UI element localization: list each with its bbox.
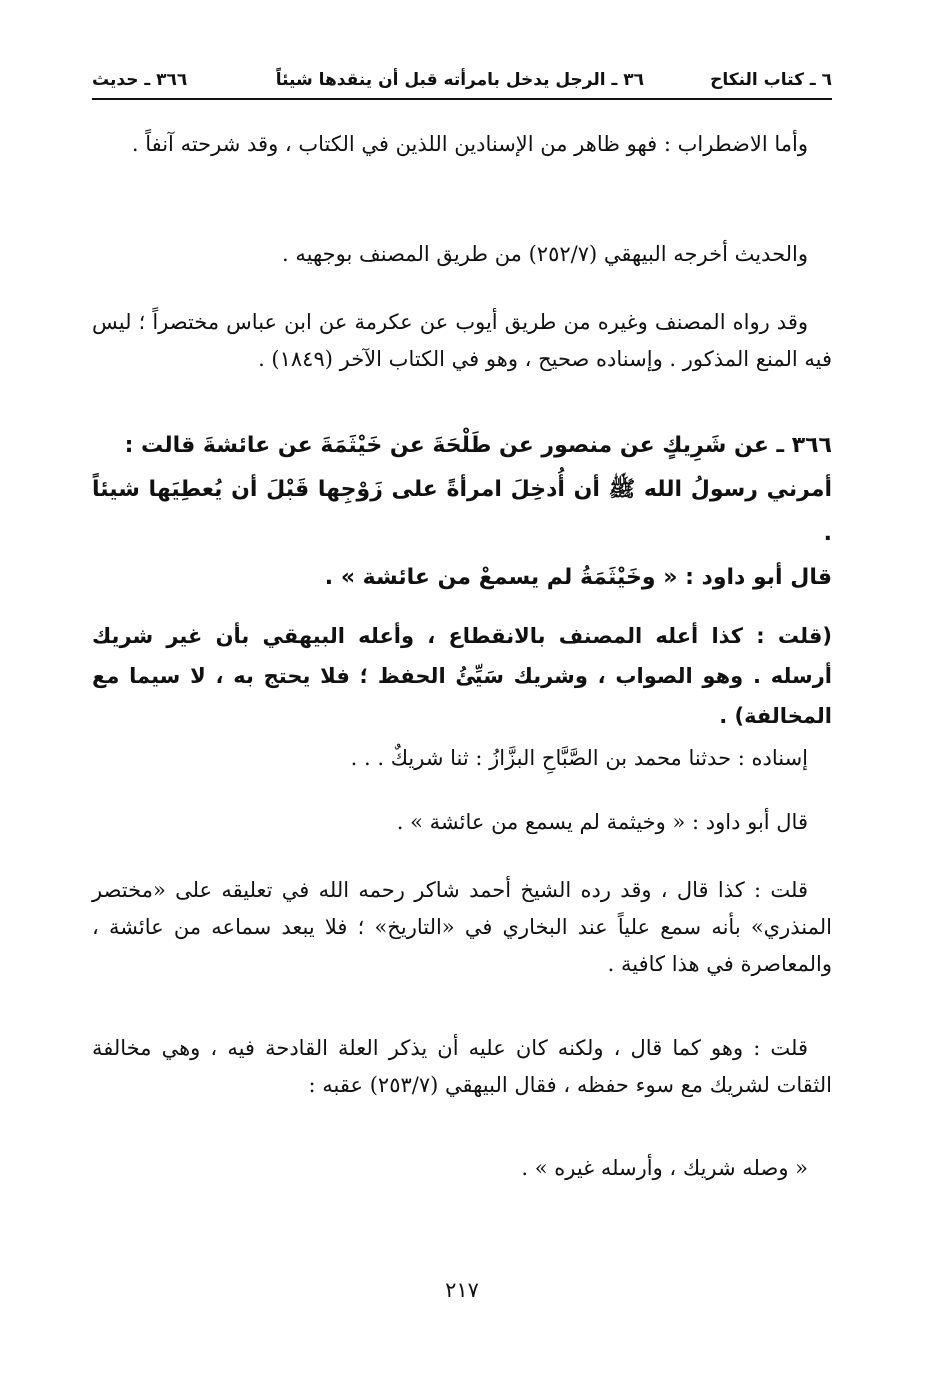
header-section: ٣٦ ـ الرجل يدخل بامرأته قبل أن ينقدها شيئاً — [275, 70, 644, 90]
running-header — [92, 60, 832, 100]
book-page — [92, 60, 832, 1350]
page-number: ٢١٧ — [445, 1278, 479, 1302]
paragraph-bayhaqi-takhrij: والحديث أخرجه البيهقي (٢٥٢/٧) من طريق المصنف بوجهيه . — [282, 242, 808, 266]
paragraph-idtirab: وأما الاضطراب : فهو ظاهر من الإسنادين اللذين في الكتاب ، وقد شرحته آنفاً . — [131, 132, 808, 156]
paragraph-ayyub-route: وقد رواه المصنف وغيره من طريق أيوب عن عكرمة عن ابن عباس مختصراً ؛ ليس فيه المنع المذكور . وإسناده صحيح ، وهو في الكتاب الآخر (١٨٤٩) . — [92, 310, 832, 371]
paragraph-isnad: إسناده : حدثنا محمد بن الصَّبَّاحِ البزَّازُ : ثنا شريكٌ . . . — [350, 746, 808, 770]
paragraph-shakir-reply: قلت : كذا قال ، وقد رده الشيخ أحمد شاكر رحمه الله في تعليقه على «مختصر المنذري» بأنه سمع علياً عند البخاري في «التاريخ» ؛ فلا يبعد سماعه من عائشة ، والمعاصرة في هذا كافية . — [92, 878, 832, 976]
hadith-line-2: أمرني رسولُ الله ﷺ أن أُدخِلَ امرأةً على زَوْجِها قَبْلَ أن يُعطِيَها شيئاً . — [92, 477, 832, 546]
hadith-text — [92, 424, 832, 600]
paragraph-illa: قلت : وهو كما قال ، ولكنه كان عليه أن يذكر العلة القادحة فيه ، وهي مخالفة الثقات لشريك مع سوء حفظه ، فقال البيهقي (٢٥٣/٧) عقبه : — [92, 1036, 832, 1097]
header-hadith-ref: ٣٦٦ ـ حديث — [92, 70, 188, 90]
hadith-line-3: قال أبو داود : « وخَيْثَمَةُ لم يسمعْ من عائشة » . — [324, 565, 832, 590]
hadith-line-1: ٣٦٦ ـ عن شَرِيكٍ عن منصور عن طَلْحَةَ عن خَيْثَمَةَ عن عائشةَ قالت : — [124, 433, 832, 458]
header-chapter: ٦ ـ كتاب النكاح — [710, 70, 832, 90]
grading-comment: (قلت : كذا أعله المصنف بالانقطاع ، وأعله البيهقي بأن غير شريك أرسله . وهو الصواب ، وشريك سَيِّئُ الحفظ ؛ فلا يحتج به ، لا سيما مع المخالفة) . — [92, 624, 832, 728]
paragraph-abu-dawud-quote: قال أبو داود : « وخيثمة لم يسمع من عائشة » . — [396, 810, 808, 834]
paragraph-bayhaqi-quote: « وصله شريك ، وأرسله غيره » . — [521, 1156, 808, 1180]
